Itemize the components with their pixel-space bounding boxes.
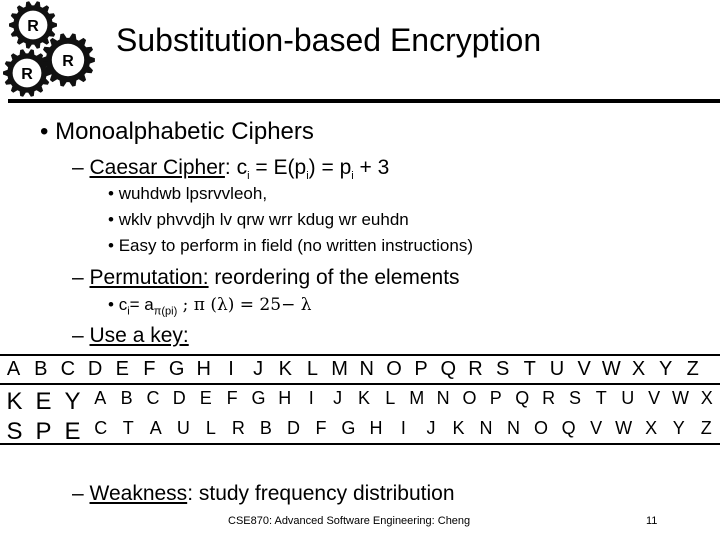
alphabet-letter: P (489, 388, 502, 408)
caesar-formula: $c_i = E(p_i) = p_i + 3$ (236, 156, 390, 183)
key-letter: K (6, 388, 23, 415)
permutation-line: – Permutation: reordering of the elements (72, 266, 460, 289)
keyed-alphabet-row (0, 388, 720, 417)
alphabet-letter: Z (686, 358, 699, 380)
caesar-label: Caesar Cipher (89, 156, 225, 179)
alphabet-letter: J (253, 358, 264, 380)
logo-letter: R (62, 53, 74, 70)
alphabet-letter: B (34, 358, 48, 380)
caesar-item: • wklv phvvdjh lv qrw wrr kdug wr euhdn (108, 210, 409, 229)
alphabet-letter: E (199, 388, 212, 408)
permutation-text: reordering of the elements (208, 266, 460, 289)
alphabet-letter: Q (561, 418, 576, 438)
alphabet-letter: A (94, 388, 107, 408)
logo-letter: R (27, 18, 39, 35)
alphabet-letter: D (286, 418, 300, 438)
alphabet-letter: R (542, 388, 556, 408)
alphabet-letter: X (700, 388, 713, 408)
footer-course: CSE870: Advanced Software Engineering: Cheng (228, 515, 471, 527)
alphabet-letter: B (259, 418, 272, 438)
alphabet-letter: H (369, 418, 383, 438)
alphabet-letter: S (496, 358, 510, 380)
alphabet-letter: O (386, 358, 402, 380)
alphabet-letter: U (549, 358, 565, 380)
alphabet-letter: C (94, 418, 108, 438)
alphabet-letter: E (115, 358, 129, 380)
alphabet-letter: J (426, 418, 436, 438)
alphabet-letter: V (590, 418, 603, 438)
alphabet-letter: T (122, 418, 134, 438)
key-letter: E (64, 418, 81, 445)
permutation-label: Permutation: (89, 266, 209, 289)
alphabet-letter: D (172, 388, 186, 408)
alphabet-letter: I (308, 388, 314, 408)
alphabet-letter: L (306, 358, 319, 380)
logo-letter: R (21, 66, 33, 83)
alphabet-letter: G (168, 358, 185, 380)
weakness-line: – Weakness: study frequency distribution (72, 482, 455, 505)
alphabet-letter: M (331, 358, 348, 380)
alphabet-letter: L (205, 418, 216, 438)
alphabet-letter: Y (659, 358, 673, 380)
alphabet-letter: H (278, 388, 292, 408)
alphabet-letter: Q (440, 358, 457, 380)
caesar-item: • wuhdwb lpsrvvleoh, (108, 184, 268, 203)
alphabet-letter: F (143, 358, 156, 380)
alphabet-letter: W (615, 418, 633, 438)
alphabet-letter: C (60, 358, 76, 380)
alphabet-letter: O (462, 388, 477, 408)
alphabet-letter: K (357, 388, 370, 408)
key-letter: Y (64, 388, 81, 415)
alphabet-letter: U (176, 418, 190, 438)
alphabet-letter: R (231, 418, 245, 438)
alphabet-letter: W (601, 358, 621, 380)
alphabet-letter: A (149, 418, 162, 438)
title-divider (8, 99, 720, 103)
alphabet-letter: B (120, 388, 133, 408)
alphabet-letter: Y (672, 418, 685, 438)
alphabet-letter: T (595, 388, 607, 408)
alphabet-letter: F (315, 418, 327, 438)
alphabet-letter: Q (515, 388, 530, 408)
alphabet-letter: D (87, 358, 103, 380)
alphabet-letter: U (621, 388, 635, 408)
alphabet-letter: H (196, 358, 211, 380)
use-key-line: – Use a key: (72, 324, 189, 347)
gears-logo (0, 0, 105, 100)
alphabet-letter: L (385, 388, 396, 408)
alphabet-letter: N (359, 358, 374, 380)
alphabet-letter: W (671, 388, 689, 408)
alphabet-letter: P (414, 358, 428, 380)
bullet-text: Monoalphabetic Ciphers (55, 118, 314, 145)
slide-title: Substitution-based Encryption (116, 22, 542, 58)
alphabet-letter: Z (700, 418, 712, 438)
alphabet-letter: C (146, 388, 160, 408)
weakness-label: Weakness (89, 482, 188, 505)
alphabet-letter: S (568, 388, 581, 408)
alphabet-letter: O (534, 418, 549, 438)
caesar-item: • Easy to perform in field (no written instructions) (108, 236, 473, 255)
alphabet-letter: N (436, 388, 450, 408)
alphabet-letter: K (278, 358, 292, 380)
cipher-alphabet-row (0, 418, 720, 447)
alphabet-letter: N (479, 418, 493, 438)
key-letter: P (35, 418, 52, 445)
alphabet-letter: R (468, 358, 483, 380)
alphabet-letter: N (507, 418, 521, 438)
permutation-formula: • $c_i= a_{\pi(pi)}$ ; π (λ) = 25− λ (108, 295, 312, 318)
caesar-line: – Caesar Cipher: $c_i = E(p_i) = p_i + 3$ (72, 156, 390, 183)
plain-alphabet-row (0, 358, 720, 387)
alphabet-letter: T (523, 358, 536, 380)
alphabet-letter: J (333, 388, 343, 408)
alphabet-letter: I (228, 358, 234, 380)
alphabet-letter: A (6, 358, 21, 380)
page-number: 11 (646, 515, 658, 527)
key-letter: E (35, 388, 52, 415)
alphabet-letter: I (400, 418, 406, 438)
alphabet-letter: X (645, 418, 658, 438)
alphabet-letter: G (341, 418, 356, 438)
alphabet-letter: F (226, 388, 238, 408)
alphabet-letter: V (648, 388, 661, 408)
key-letter: S (6, 418, 23, 445)
alphabet-letter: V (577, 358, 591, 380)
substitution-key-table (0, 354, 720, 454)
weakness-text: : study frequency distribution (187, 482, 455, 505)
alphabet-letter: M (409, 388, 425, 408)
bullet-monoalphabetic: • Monoalphabetic Ciphers (40, 118, 314, 145)
alphabet-letter: K (452, 418, 465, 438)
alphabet-letter: G (251, 388, 266, 408)
alphabet-letter: X (631, 358, 646, 380)
use-key-label: Use a key: (89, 324, 189, 347)
caesar-colon: : (224, 156, 231, 179)
